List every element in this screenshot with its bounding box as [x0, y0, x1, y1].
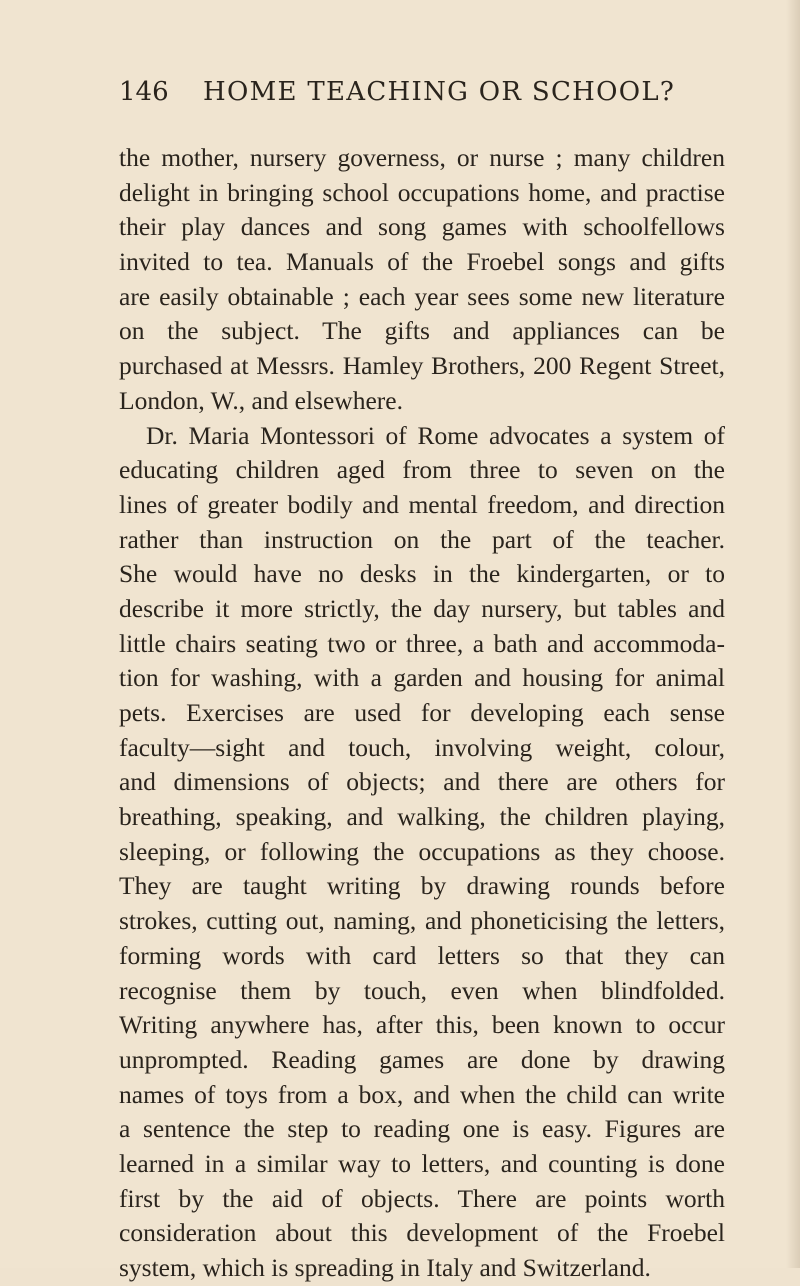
text-line: tion for washing, with a garden and housing for animal	[119, 663, 725, 693]
text-line: unprompted. Reading games are done by drawing	[119, 1044, 725, 1074]
text-line: and dimensions of objects; and there are others for	[119, 767, 725, 797]
text-line: the mother, nursery governess, or nurse ; many children	[119, 143, 725, 172]
text-line: They are taught writing by drawing rounds before	[119, 871, 725, 901]
text-line: describe it more strictly, the day nursery, but tables and	[119, 593, 725, 623]
page-number: 146	[119, 77, 169, 107]
text-line: system, which is spreading in Italy and Switzerland.	[119, 1253, 651, 1282]
text-line: lines of greater bodily and mental freedom, and direction	[119, 489, 725, 519]
text-line: She would have no desks in the kindergarten, or to	[119, 559, 725, 589]
text-line: delight in bringing school occupations home, and practise	[119, 177, 725, 207]
text-line: pets. Exercises are used for developing each sense	[119, 698, 725, 727]
page-header	[119, 76, 719, 112]
text-line: Dr. Maria Montessori of Rome advocates a system of	[146, 420, 725, 450]
text-line: rather than instruction on the part of the teacher.	[119, 524, 725, 554]
text-line: a sentence the step to reading one is easy. Figures are	[119, 1114, 725, 1144]
text-line: strokes, cutting out, naming, and phoneticising the letters,	[119, 906, 725, 936]
page-edge-shadow	[786, 0, 800, 1268]
text-line: breathing, speaking, and walking, the children playing,	[119, 802, 725, 832]
text-line: forming words with card letters so that they can	[119, 940, 725, 970]
text-line: on the subject. The gifts and appliances can be	[119, 316, 725, 346]
text-line: consideration about this development of the Froebel	[119, 1218, 725, 1248]
text-line: first by the aid of objects. There are points worth	[119, 1183, 725, 1213]
text-line: Writing anywhere has, after this, been known to occur	[119, 1010, 725, 1040]
text-line: purchased at Messrs. Hamley Brothers, 200 Regent Street,	[119, 351, 725, 381]
text-line: little chairs seating two or three, a bath and accommoda-	[119, 628, 725, 658]
running-title: HOME TEACHING OR SCHOOL?	[203, 77, 676, 107]
text-line: educating children aged from three to seven on the	[119, 455, 725, 485]
text-line: names of toys from a box, and when the child can write	[119, 1079, 725, 1109]
text-line: learned in a similar way to letters, and counting is done	[119, 1148, 725, 1178]
text-line: invited to tea. Manuals of the Froebel songs and gifts	[119, 247, 725, 277]
text-line: faculty—sight and touch, involving weight, colour,	[119, 732, 725, 762]
body-text	[119, 141, 725, 1286]
text-line: their play dances and song games with schoolfellows	[119, 212, 725, 242]
text-line: are easily obtainable ; each year sees some new literature	[119, 281, 725, 311]
text-line: London, W., and elsewhere.	[119, 385, 403, 415]
text-line: recognise them by touch, even when blindfolded.	[119, 975, 725, 1005]
text-line: sleeping, or following the occupations as they choose.	[119, 836, 725, 866]
